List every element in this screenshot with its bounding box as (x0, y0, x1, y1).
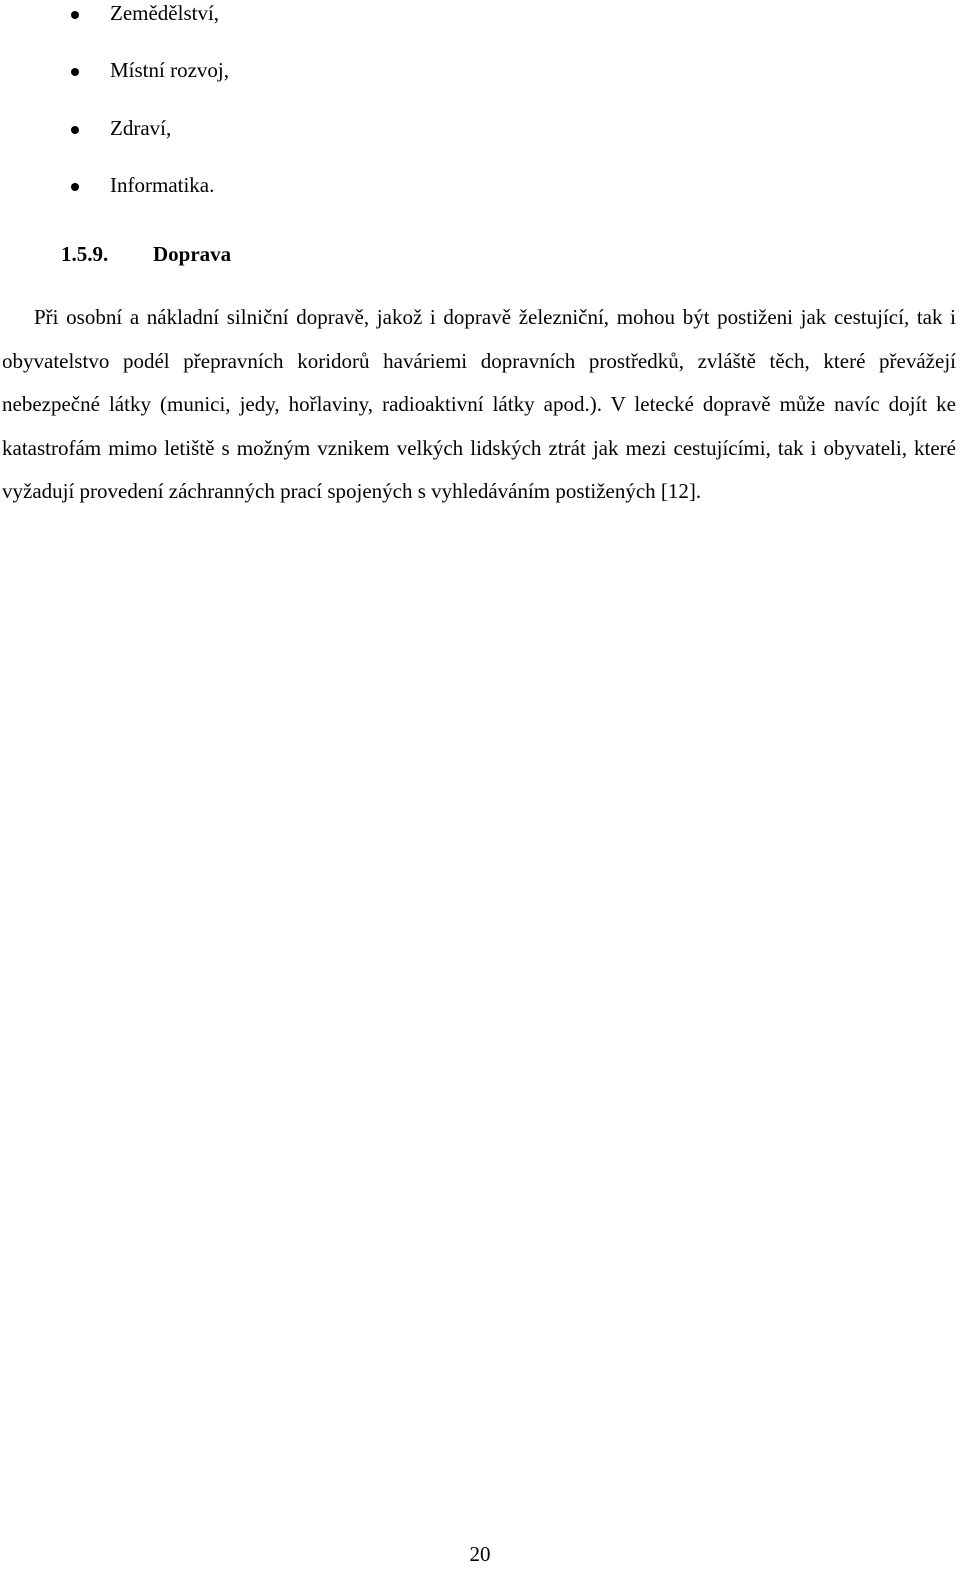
list-item (0, 57, 600, 87)
section-title: Doprava (153, 242, 232, 266)
list-item (0, 0, 600, 30)
page-number: 20 (469, 1542, 491, 1566)
list-item-text: Zemědělství, (110, 1, 220, 25)
bullet-icon (71, 68, 79, 76)
bullet-icon (71, 126, 79, 134)
section-heading (61, 240, 231, 268)
list-item (0, 115, 600, 145)
body-paragraph: Při osobní a nákladní silniční dopravě, jakož i dopravě železniční, mohou být postiženi jak cestující, tak i obyvatelstvo podél přepravních koridorů haváriemi dopravních prostředků, zvláště těch, které převážejí nebezpečné látky (munici, jedy, hořlaviny, radioaktivní látky apod.). V letecké dopravě může navíc dojít ke katastrofám mimo letiště s možným vznikem velkých lidských ztrát jak mezi cestujícími, tak i obyvateli, které vyžadují provedení záchranných prací spojených s vyhledáváním postižených [12]. (2, 305, 956, 503)
bullet-icon (71, 11, 79, 19)
list-item-text: Informatika. (110, 173, 215, 197)
list-item (0, 172, 600, 202)
section-number: 1.5.9. (61, 242, 109, 266)
list-item-text: Místní rozvoj, (110, 58, 229, 82)
bullet-icon (71, 183, 79, 191)
list-item-text: Zdraví, (110, 116, 172, 140)
